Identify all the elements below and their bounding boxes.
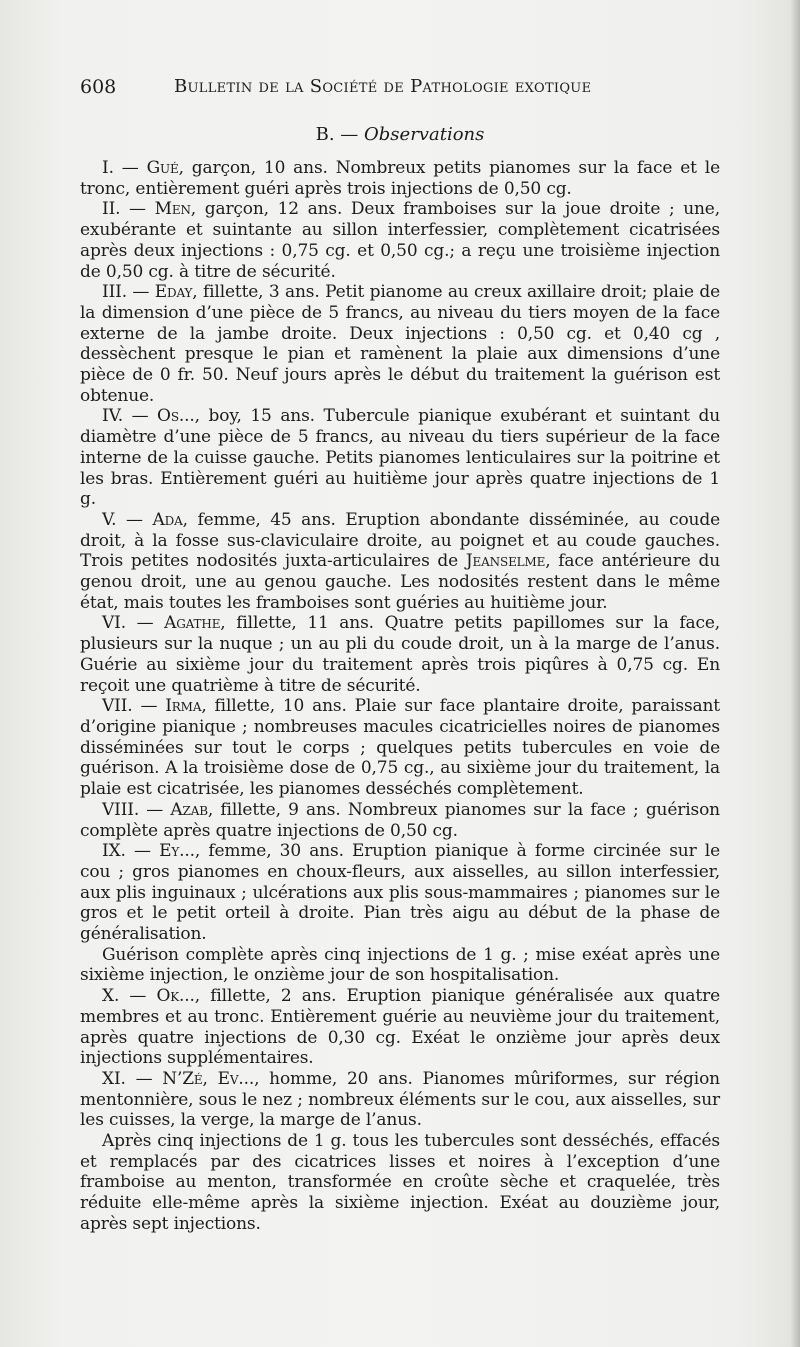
observation-6 [80,613,720,696]
section-heading [0,124,800,145]
observation-number: II. — [102,199,146,220]
observation-number: IX. — [102,841,151,862]
observation-2 [80,199,720,282]
observation-number: XI. — [102,1068,153,1089]
observation-8 [80,800,720,841]
patient-name: Ada, [152,509,188,530]
observation-text: boy, 15 ans. Tubercule pianique exubérant et suintant du diamètre d’une pièce de 5 francs, au niveau du tiers supérieur de la face interne de la cuisse gauche. Petits pianomes lenticulaires sur la poitrine et les bras. Entièrement guéri au huitième jour après quatre injections de 1 g. [80,406,720,510]
observation-number: IV. — [102,406,149,427]
observations-body [80,158,720,1235]
observation-4 [80,406,720,510]
observation-text-continued: face antérieure du genou droit, une au genou gauche. Les nodosités restent dans le même état, mais toutes les framboises sont guéries au huitième jour. [80,551,720,613]
observation-text: homme, 20 ans. Pianomes mûriformes, sur région mentonnière, sous le nez ; nombreux éléments sur le cou, aux aisselles, sur les cuisses, la verge, la marge de l’anus. [80,1068,720,1131]
observation-3 [80,282,720,406]
patient-name: Ok..., [156,986,201,1007]
patient-name: Os..., [157,406,200,427]
observation-number: III. — [102,282,150,303]
observation-number: I. — [102,158,139,178]
author-reference: Jeanselme, [465,551,551,572]
observation-11 [80,1069,720,1131]
observation-text: femme, 30 ans. Eruption pianique à forme circinée sur le cou ; gros pianomes en choux-fleurs, aux aisselles, au sillon interfessier, aux plis inguinaux ; ulcérations aux plis sous-mammaires ; pianomes sur le gros et le petit orteil à droite. Pian très aigu au début de la phase de généralisation. [80,841,720,945]
observation-text: fillette, 2 ans. Eruption pianique généralisée aux quatre membres et au tronc. Entièrement guérie au neuvième jour du traitement, après quatre injections de 0,30 cg. Exéat le onzième jour après deux injections supplémentaires. [80,986,720,1069]
observation-number: VI. — [102,613,154,634]
observation-text: garçon, 12 ans. Deux framboises sur la joue droite ; une, exubérante et suintante au sillon interfessier, complètement cicatrisées après deux injections : 0,75 cg. et 0,50 cg.; a reçu une troisième injection de 0,50 cg. à titre de sécurité. [80,199,720,282]
observation-text: fillette, 10 ans. Plaie sur face plantaire droite, paraissant d’origine pianique ; nombreuses macules cicatricielles noires de pianomes disséminées sur tout le corps ; quelques petits tubercules en voie de guérison. A la troisième dose de 0,75 cg., au sixième jour du traitement, la plaie est cicatrisée, les pianomes desséchés complètement. [80,696,720,800]
observation-number: V. — [102,509,143,530]
page-edge-shadow [790,0,800,1347]
running-title: Bulletin de la Société de Pathologie exotique [174,76,592,97]
patient-name: N’Zé, Ev..., [162,1068,260,1089]
patient-name: Agathe, [164,613,226,634]
observation-number: VII. — [102,696,158,717]
patient-name: Irma, [165,696,207,717]
observation-number: X. — [102,986,147,1007]
observation-1 [80,158,720,199]
observation-text: fillette, 11 ans. Quatre petits papillomes sur la face, plusieurs sur la nuque ; un au pli du coude droit, un à la marge de l’anus. Guérie au sixième jour du traitement après trois piqûres à 0,75 cg. En reçoit une quatrième à titre de sécurité. [80,613,720,696]
section-title: Observations [364,124,485,145]
patient-name: Azab, [170,799,214,820]
observation-10 [80,986,720,1069]
observation-text: garçon, 10 ans. Nombreux petits pianomes sur la face et le tronc, entièrement guéri après trois injections de 0,50 cg. [80,158,720,199]
patient-name: Men, [154,199,197,220]
page-header [80,76,720,100]
patient-name: Eday, [154,282,198,303]
page-number: 608 [80,76,117,98]
observation-text: fillette, 9 ans. Nombreux pianomes sur la face ; guérison complète après quatre injections de 0,50 cg. [80,799,720,841]
observation-number: VIII. — [102,799,164,820]
patient-name: Gué, [146,158,184,178]
section-letter: B. — [315,124,359,145]
observation-text: femme, 45 ans. Eruption abondante disséminée, au coude droit, à la fosse sus-claviculaire droite, au poignet et au coude gauches. Trois petites nodosités juxta-articulaires de [80,509,720,572]
observation-5 [80,510,720,614]
observation-7 [80,696,720,800]
patient-name: Ey..., [159,841,201,862]
observation-text: fillette, 3 ans. Petit pianome au creux axillaire droit; plaie de la dimension d’une pièce de 5 francs, au niveau du tiers moyen de la face externe de la jambe droite. Deux injections : 0,50 cg. et 0,40 cg , dessèchent presque le pian et ramènent la plaie aux dimensions d’une pièce de 0 fr. 50. Neuf jours après le début du traitement la guérison est obtenue. [80,282,720,406]
observation-9-outcome: Guérison complète après cinq injections de 1 g. ; mise exéat après une sixième injection, le onzième jour de son hospitalisation. [80,944,720,986]
observation-9 [80,841,720,945]
observation-11-outcome: Après cinq injections de 1 g. tous les tubercules sont desséchés, effacés et remplacés par des cicatrices lisses et noires à l’exception d’une framboise au menton, transformée en croûte sèche et craquelée, très réduite elle-même après la sixième injection. Exéat au douzième jour, après sept injections. [80,1131,720,1234]
